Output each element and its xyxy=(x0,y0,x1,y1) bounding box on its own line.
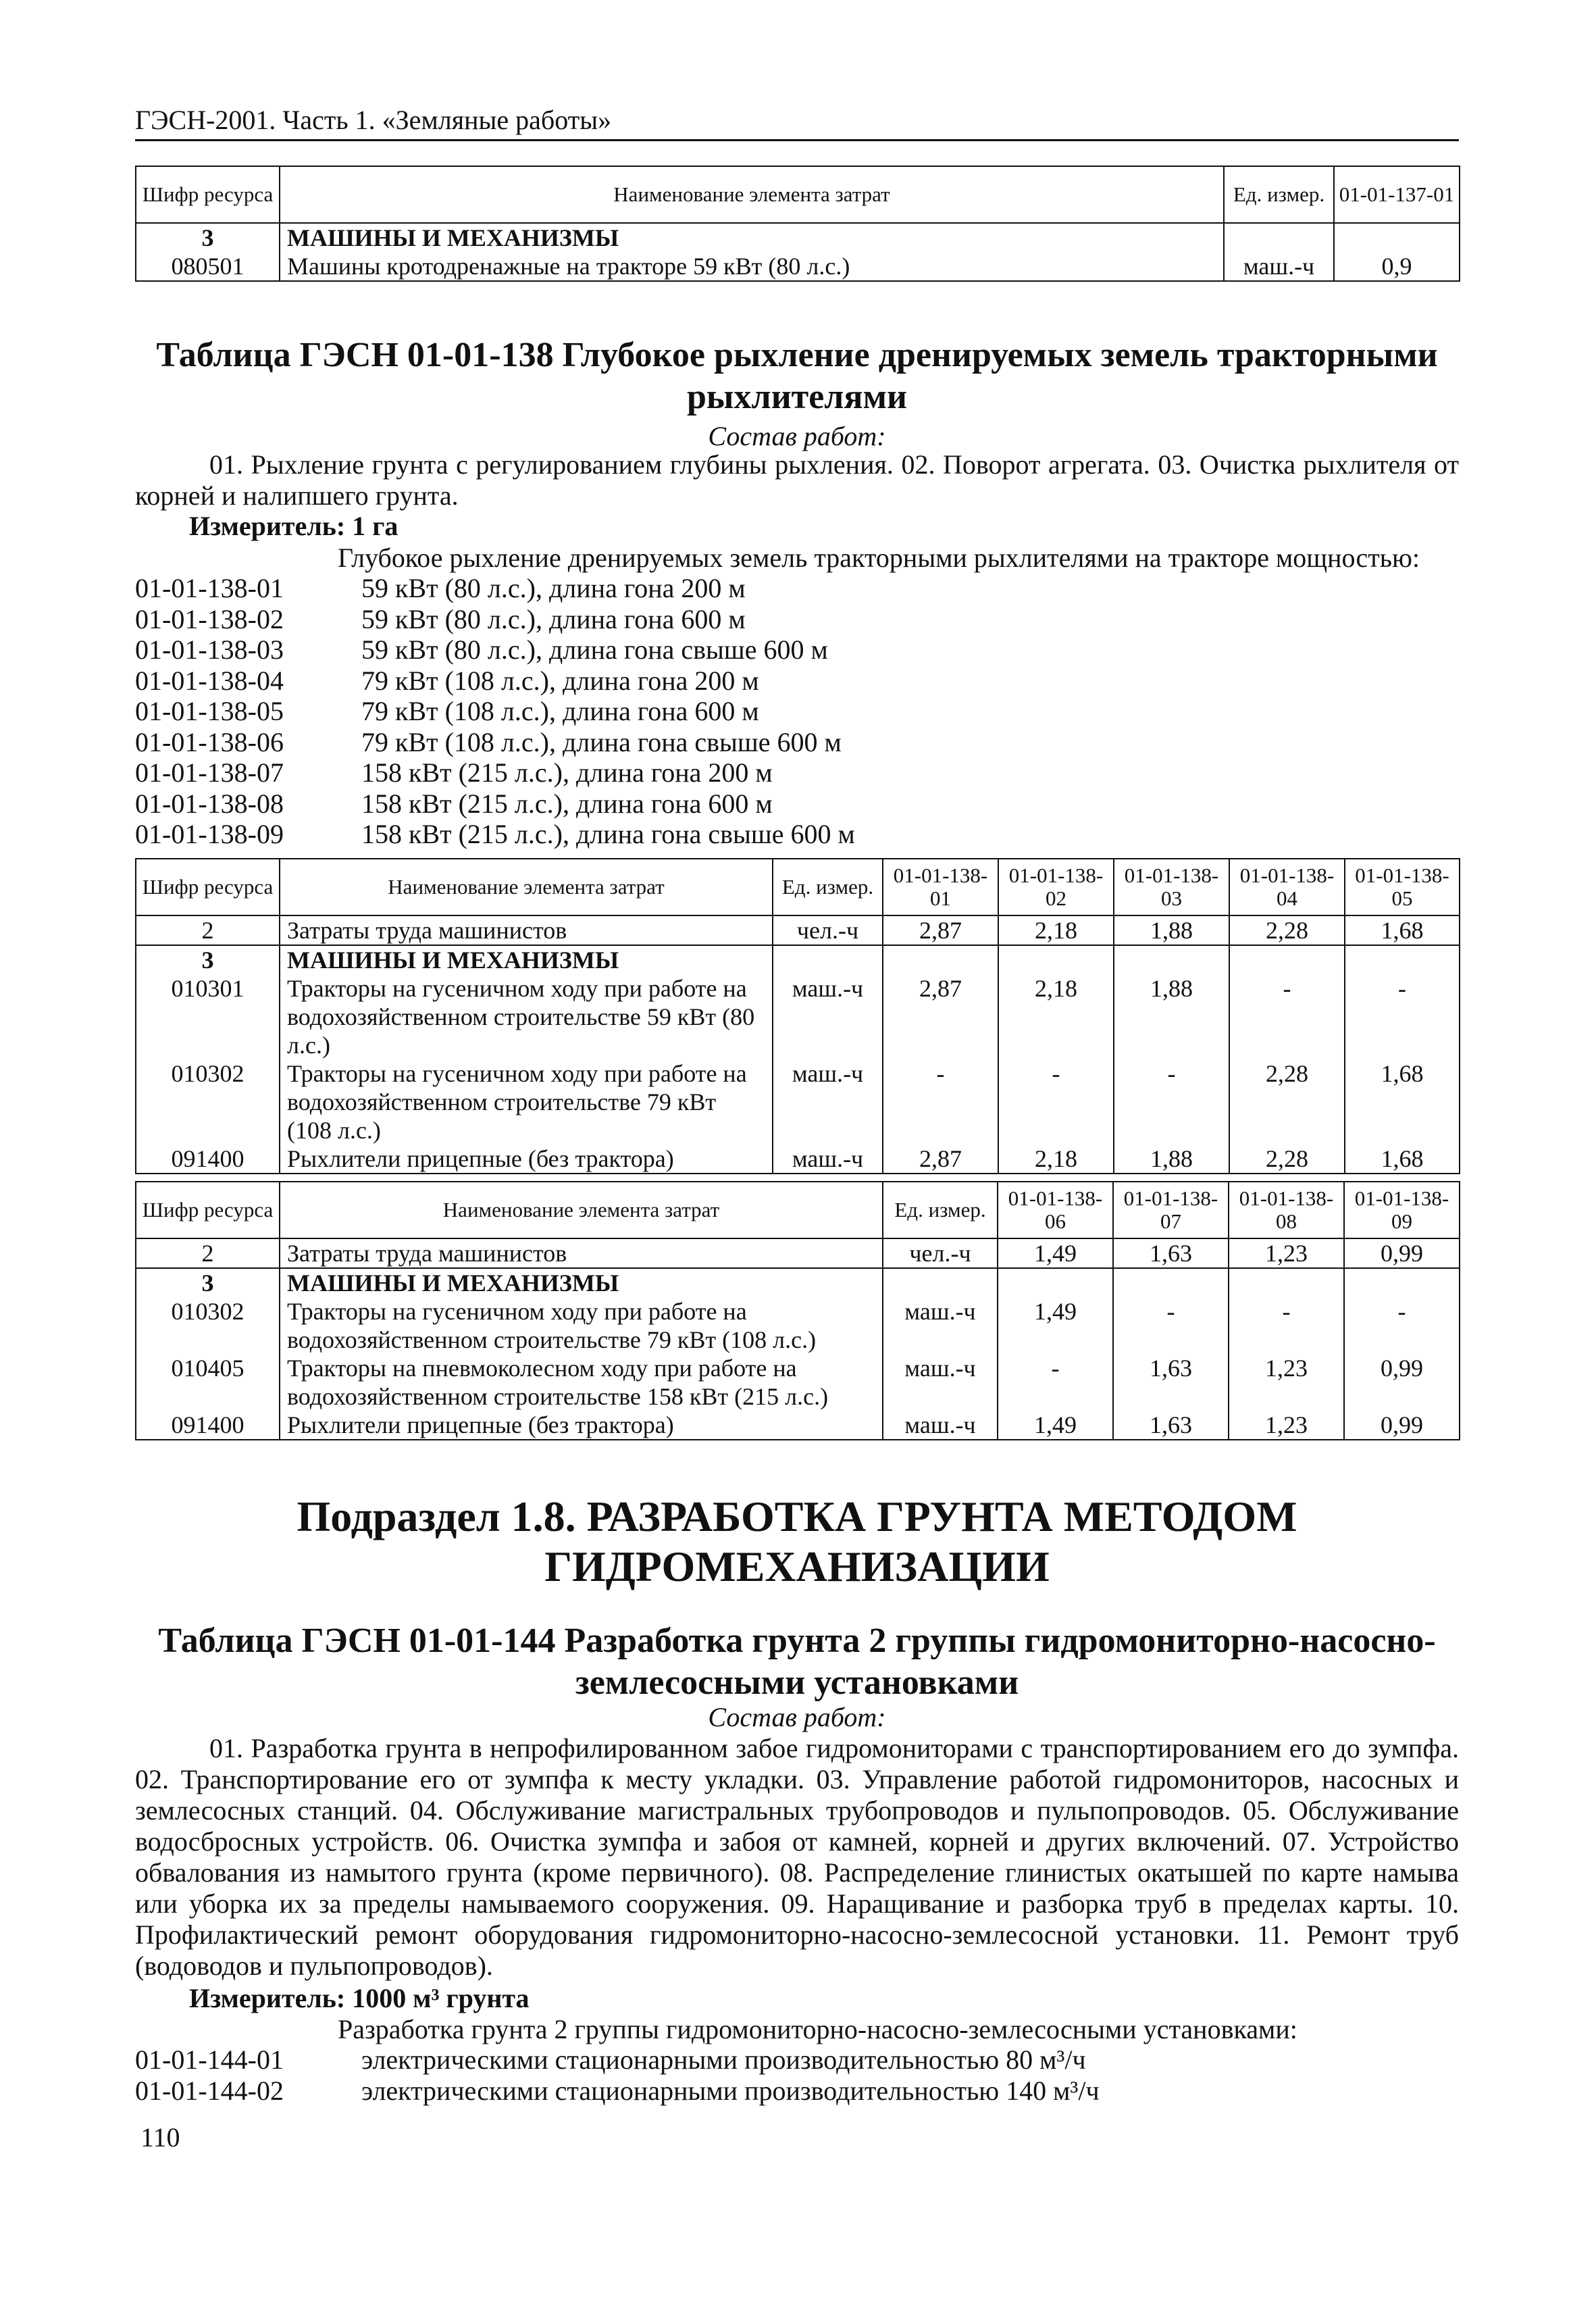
works-description: 01. Разработка грунта в непрофилированном забое гидромониторами с транспортированием его до зумпфа. 02. Транспортирование его от зумпфа к месту укладки. 03. Управление работой гидромониторов, насосных и землесосных станций. 04. Обслуживание магистральных трубопроводов и пульпопроводов. 05. Обслуживание водосбросных устройств. 06. Очистка зумпфа и забоя от камней, корней и других включений. 07. Устройство обвалования из намытого грунта (кроме первичного). 08. Распределение глинистых окатышей по карте намыва или уборка их за пределы намываемого сооружения. 09. Наращивание и разборка труб в пределах карты. 10. Профилактический ремонт оборудования гидромониторно-насосно-землесосной установки. 11. Ремонт труб (водоводов и пульпопроводов). xyxy=(135,1733,1459,1981)
norm-value xyxy=(1344,1268,1460,1297)
resource-code: 3 xyxy=(136,223,280,252)
variant-text: электрическими стационарными производительностью 140 м³/ч xyxy=(361,2075,1100,2106)
cost-element-name: МАШИНЫ И МЕХАНИЗМЫ xyxy=(280,945,773,974)
resource-code: 2 xyxy=(136,1238,280,1268)
norm-value: - xyxy=(1345,974,1460,1059)
variant-item xyxy=(135,819,1459,850)
composition-heading: Состав работ: xyxy=(708,1702,886,1732)
title-line: Таблица ГЭСН 01-01-138 Глубокое рыхление дренируемых земель тракторными xyxy=(156,336,1438,374)
variant-text: 158 кВт (215 л.с.), длина гона свыше 600 м xyxy=(361,819,855,849)
variant-text: 158 кВт (215 л.с.), длина гона 600 м xyxy=(361,788,773,819)
norm-value: 1,49 xyxy=(998,1297,1113,1354)
variant-text: 59 кВт (80 л.с.), длина гона свыше 600 м xyxy=(361,634,828,665)
table-144-title xyxy=(135,1620,1459,1704)
table-row xyxy=(136,1297,1460,1354)
header-resource-code: Шифр ресурса xyxy=(136,859,280,915)
variant-text: 158 кВт (215 л.с.), длина гона 200 м xyxy=(361,757,773,788)
header-norm-code: 01-01-138-08 xyxy=(1229,1182,1344,1238)
norm-value xyxy=(1113,1268,1229,1297)
norm-value xyxy=(998,1268,1113,1297)
norm-value: 1,88 xyxy=(1114,974,1229,1059)
norm-value xyxy=(1334,223,1460,252)
cost-element-name: Затраты труда машинистов xyxy=(280,1238,883,1268)
resource-table-137 xyxy=(135,166,1460,282)
resource-code: 3 xyxy=(136,945,280,974)
variant-item xyxy=(135,665,1459,697)
norm-value: - xyxy=(998,1354,1113,1411)
header-norm-code: 01-01-138-09 xyxy=(1344,1182,1460,1238)
norm-value: 1,23 xyxy=(1229,1411,1344,1440)
cost-element-name: Машины кротодренажные на тракторе 59 кВт (80 л.с.) xyxy=(280,252,1224,281)
title-line: Таблица ГЭСН 01-01-144 Разработка грунта 2 группы гидромониторно-насосно- xyxy=(158,1621,1436,1660)
variant-code: 01-01-144-01 xyxy=(135,2044,284,2075)
resource-code: 010301 xyxy=(136,974,280,1059)
composition-heading: Состав работ: xyxy=(708,421,886,451)
title-line: Подраздел 1.8. РАЗРАБОТКА ГРУНТА МЕТОДОМ xyxy=(297,1492,1297,1540)
resource-code: 3 xyxy=(136,1268,280,1297)
table-row xyxy=(136,1268,1460,1297)
variant-text: 79 кВт (108 л.с.), длина гона 600 м xyxy=(361,696,759,726)
header-norm-code: 01-01-138-01 xyxy=(883,859,998,915)
variant-item xyxy=(135,634,1459,665)
title-line: ГИДРОМЕХАНИЗАЦИИ xyxy=(544,1542,1050,1590)
variant-code: 01-01-138-09 xyxy=(135,819,284,849)
norm-value: 2,28 xyxy=(1229,1059,1345,1145)
norm-value xyxy=(883,945,998,974)
norm-value: 1,23 xyxy=(1229,1238,1344,1268)
header-norm-code: 01-01-138-04 xyxy=(1229,859,1345,915)
norm-value: - xyxy=(1229,974,1345,1059)
norm-value: 1,88 xyxy=(1114,1145,1229,1174)
cost-element-name: Затраты труда машинистов xyxy=(280,915,773,945)
variant-text: 59 кВт (80 л.с.), длина гона 600 м xyxy=(361,603,746,634)
norm-value: 1,49 xyxy=(998,1238,1113,1268)
measure-unit: Измеритель: 1 га xyxy=(189,511,398,541)
header-norm-code: 01-01-138-05 xyxy=(1345,859,1460,915)
header-norm-code: 01-01-138-03 xyxy=(1114,859,1229,915)
header-cost-element: Наименование элемента затрат xyxy=(280,166,1224,223)
resource-code: 091400 xyxy=(136,1411,280,1440)
table-row xyxy=(136,252,1460,281)
unit xyxy=(883,1268,998,1297)
table-header-row xyxy=(136,859,1460,915)
resource-table-138-a xyxy=(135,858,1460,1174)
norm-value: - xyxy=(883,1059,998,1145)
norm-value: 2,28 xyxy=(1229,1145,1345,1174)
unit: чел.-ч xyxy=(773,915,883,945)
variant-code: 01-01-138-01 xyxy=(135,573,284,603)
norm-value: 1,68 xyxy=(1345,915,1460,945)
variant-item xyxy=(135,2044,1459,2076)
norm-value xyxy=(1345,945,1460,974)
variant-list-144 xyxy=(135,2044,1459,2106)
norm-value: 2,18 xyxy=(998,1145,1114,1174)
norm-value: - xyxy=(1229,1297,1344,1354)
norm-value: 2,87 xyxy=(883,974,998,1059)
norm-value: - xyxy=(1113,1297,1229,1354)
variant-item xyxy=(135,788,1459,820)
table-row xyxy=(136,945,1460,974)
norm-value: 0,99 xyxy=(1344,1411,1460,1440)
norm-value: 1,88 xyxy=(1114,915,1229,945)
resource-code: 010302 xyxy=(136,1059,280,1145)
unit: маш.-ч xyxy=(773,1059,883,1145)
table-138-title xyxy=(135,334,1459,418)
running-header: ГЭСН-2001. Часть 1. «Земляные работы» xyxy=(135,101,1459,141)
header-unit: Ед. измер. xyxy=(1224,166,1334,223)
variant-text: 79 кВт (108 л.с.), длина гона свыше 600 м xyxy=(361,726,842,757)
variant-text: электрическими стационарными производительностью 80 м³/ч xyxy=(361,2044,1086,2075)
header-resource-code: Шифр ресурса xyxy=(136,1182,280,1238)
variant-item xyxy=(135,2076,1459,2107)
table-header-row xyxy=(136,1182,1460,1238)
unit xyxy=(773,945,883,974)
header-unit: Ед. измер. xyxy=(773,859,883,915)
cost-element-name: Рыхлители прицепные (без трактора) xyxy=(280,1411,883,1440)
subsection-title xyxy=(135,1492,1459,1592)
norm-value: 1,68 xyxy=(1345,1145,1460,1174)
header-resource-code: Шифр ресурса xyxy=(136,166,280,223)
resource-table-138-b xyxy=(135,1181,1460,1440)
cost-element-name: МАШИНЫ И МЕХАНИЗМЫ xyxy=(280,223,1224,252)
header-cost-element: Наименование элемента затрат xyxy=(280,859,773,915)
unit: маш.-ч xyxy=(773,1145,883,1174)
variant-code: 01-01-138-03 xyxy=(135,634,284,665)
resource-code: 2 xyxy=(136,915,280,945)
variant-code: 01-01-138-07 xyxy=(135,757,284,788)
unit: маш.-ч xyxy=(773,974,883,1059)
table-row xyxy=(136,1145,1460,1174)
variant-item xyxy=(135,604,1459,635)
table-header-row xyxy=(136,166,1460,223)
cost-element-name: Тракторы на пневмоколесном ходу при работе на водохозяйственном строительстве 158 кВт (215 л.с.) xyxy=(280,1354,883,1411)
variant-item xyxy=(135,757,1459,788)
variant-list-138 xyxy=(135,573,1459,850)
norm-value: 1,63 xyxy=(1113,1354,1229,1411)
norm-value: 1,23 xyxy=(1229,1354,1344,1411)
norm-value: 2,18 xyxy=(998,974,1114,1059)
norm-value xyxy=(1229,945,1345,974)
unit xyxy=(1224,223,1334,252)
variant-code: 01-01-138-08 xyxy=(135,788,284,819)
cost-element-name: Тракторы на гусеничном ходу при работе на водохозяйственном строительстве 59 кВт (80 л.с.) xyxy=(280,974,773,1059)
resource-code: 010405 xyxy=(136,1354,280,1411)
table-row xyxy=(136,223,1460,252)
unit: маш.-ч xyxy=(883,1411,998,1440)
variants-intro: Глубокое рыхление дренируемых земель тракторными рыхлителями на тракторе мощностью: xyxy=(338,543,1420,573)
title-line: рыхлителями xyxy=(687,378,907,416)
resource-code: 091400 xyxy=(136,1145,280,1174)
variant-code: 01-01-138-06 xyxy=(135,726,284,757)
resource-code: 010302 xyxy=(136,1297,280,1354)
works-description: 01. Рыхление грунта с регулированием глубины рыхления. 02. Поворот агрегата. 03. Очистка рыхлителя от корней и налипшего грунта. xyxy=(135,449,1459,511)
measure-unit: Измеритель: 1000 м³ грунта xyxy=(189,1983,530,2013)
header-unit: Ед. измер. xyxy=(883,1182,998,1238)
norm-value: 1,63 xyxy=(1113,1238,1229,1268)
table-row xyxy=(136,915,1460,945)
norm-value: 1,68 xyxy=(1345,1059,1460,1145)
page-number: 110 xyxy=(140,2122,180,2153)
variant-code: 01-01-138-05 xyxy=(135,696,284,726)
table-row xyxy=(136,1354,1460,1411)
cost-element-name: Рыхлители прицепные (без трактора) xyxy=(280,1145,773,1174)
variant-code: 01-01-138-04 xyxy=(135,665,284,696)
unit: маш.-ч xyxy=(883,1297,998,1354)
norm-value: 2,87 xyxy=(883,1145,998,1174)
norm-value xyxy=(1114,945,1229,974)
header-norm-code: 01-01-138-07 xyxy=(1113,1182,1229,1238)
table-row xyxy=(136,1238,1460,1268)
norm-value xyxy=(998,945,1114,974)
variant-text: 79 кВт (108 л.с.), длина гона 200 м xyxy=(361,665,759,696)
norm-value: 2,28 xyxy=(1229,915,1345,945)
header-norm-code: 01-01-138-02 xyxy=(998,859,1114,915)
cost-element-name: МАШИНЫ И МЕХАНИЗМЫ xyxy=(280,1268,883,1297)
variant-item xyxy=(135,696,1459,727)
norm-value: - xyxy=(998,1059,1114,1145)
variant-item xyxy=(135,573,1459,604)
resource-code: 080501 xyxy=(136,252,280,281)
table-row xyxy=(136,1059,1460,1145)
variant-code: 01-01-144-02 xyxy=(135,2075,284,2106)
header-cost-element: Наименование элемента затрат xyxy=(280,1182,883,1238)
norm-value: - xyxy=(1344,1297,1460,1354)
header-norm-code: 01-01-137-01 xyxy=(1334,166,1460,223)
unit: маш.-ч xyxy=(1224,252,1334,281)
table-row xyxy=(136,974,1460,1059)
norm-value: - xyxy=(1114,1059,1229,1145)
norm-value: 0,9 xyxy=(1334,252,1460,281)
cost-element-name: Тракторы на гусеничном ходу при работе на водохозяйственном строительстве 79 кВт (108 л.с.) xyxy=(280,1059,773,1145)
variant-item xyxy=(135,727,1459,758)
norm-value: 0,99 xyxy=(1344,1354,1460,1411)
table-row xyxy=(136,1411,1460,1440)
variants-intro: Разработка грунта 2 группы гидромониторно-насосно-землесосными установками: xyxy=(338,2014,1297,2044)
norm-value: 1,63 xyxy=(1113,1411,1229,1440)
header-norm-code: 01-01-138-06 xyxy=(998,1182,1113,1238)
cost-element-name: Тракторы на гусеничном ходу при работе на водохозяйственном строительстве 79 кВт (108 л.с.) xyxy=(280,1297,883,1354)
norm-value: 0,99 xyxy=(1344,1238,1460,1268)
norm-value: 2,18 xyxy=(998,915,1114,945)
unit: чел.-ч xyxy=(883,1238,998,1268)
norm-value: 1,49 xyxy=(998,1411,1113,1440)
variant-text: 59 кВт (80 л.с.), длина гона 200 м xyxy=(361,573,746,603)
title-line: землесосными установками xyxy=(575,1663,1019,1702)
unit: маш.-ч xyxy=(883,1354,998,1411)
norm-value xyxy=(1229,1268,1344,1297)
norm-value: 2,87 xyxy=(883,915,998,945)
variant-code: 01-01-138-02 xyxy=(135,603,284,634)
